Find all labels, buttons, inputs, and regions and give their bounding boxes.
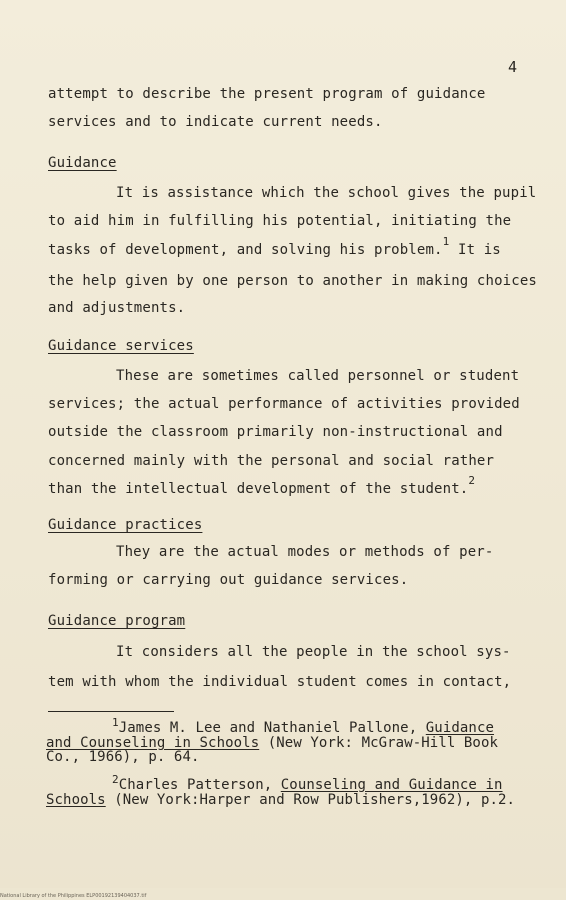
text-segment: It is — [449, 242, 501, 258]
footnote-ref-1: 1 — [442, 235, 450, 248]
footnote-2-line — [112, 773, 503, 793]
footnote-2-line — [46, 792, 515, 808]
section-heading-guidance-practices: Guidance practices — [48, 517, 203, 533]
footnote-1-line — [112, 716, 495, 736]
book-title: Guidance — [425, 720, 495, 736]
footnote-marker-2: 2 — [112, 773, 119, 786]
text-line: These are sometimes called personnel or student — [116, 368, 520, 384]
text-line: outside the classroom primarily non-instructional and — [48, 424, 503, 440]
book-title: Counseling and Guidance in — [280, 777, 503, 793]
footnote-ref-2: 2 — [468, 474, 476, 487]
text-segment: tasks of development, and solving his problem. — [48, 242, 443, 258]
text-line: tem with whom the individual student comes in contact, — [48, 674, 512, 690]
section-heading-guidance: Guidance — [48, 155, 117, 171]
text-segment: than the intellectual development of the student. — [48, 481, 469, 497]
text-line: services; the actual performance of activities provided — [48, 396, 520, 412]
text-line: It is assistance which the school gives the pupil — [116, 185, 537, 201]
book-title: and Counseling in Schools — [46, 735, 260, 751]
text-segment: Charles Patterson, — [118, 777, 281, 793]
text-line: It considers all the people in the school sys- — [116, 644, 511, 660]
text-line: They are the actual modes or methods of per- — [116, 544, 494, 560]
text-segment: James M. Lee and Nathaniel Pallone, — [118, 720, 426, 736]
text-line: forming or carrying out guidance services. — [48, 572, 409, 588]
footnote-marker-1: 1 — [112, 716, 119, 729]
text-line — [48, 235, 501, 258]
book-title: Schools — [46, 792, 106, 808]
text-line — [48, 474, 476, 497]
text-line: the help given by one person to another in making choices — [48, 273, 537, 289]
text-segment: (New York: McGraw-Hill Book — [259, 735, 499, 751]
text-line: attempt to describe the present program of guidance — [48, 86, 486, 102]
section-heading-guidance-services: Guidance services — [48, 338, 194, 354]
page-number: 4 — [508, 58, 518, 76]
text-line: concerned mainly with the personal and social rather — [48, 453, 495, 469]
text-line: services and to indicate current needs. — [48, 114, 383, 130]
text-line: and adjustments. — [48, 300, 186, 316]
footnote-divider — [48, 711, 174, 712]
footnote-1-line: Co., 1966), p. 64. — [46, 749, 200, 765]
section-heading-guidance-program: Guidance program — [48, 613, 186, 629]
text-line: to aid him in fulfilling his potential, initiating the — [48, 213, 512, 229]
scan-footer: National Library of the Philippines ELP00192139404037.tif — [0, 893, 147, 899]
text-segment: (New York:Harper and Row Publishers,1962), p.2. — [105, 792, 516, 808]
